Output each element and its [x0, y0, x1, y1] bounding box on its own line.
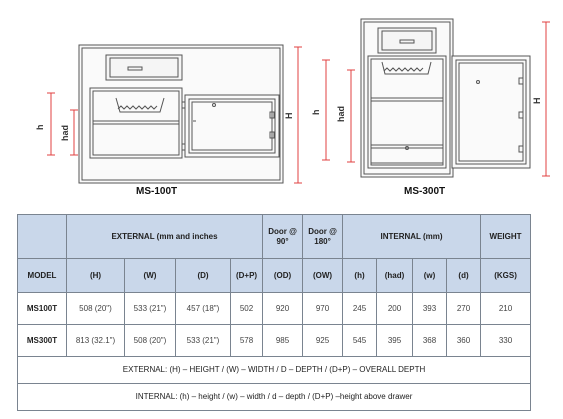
col-header: (had)	[377, 259, 413, 293]
table-cell: 395	[377, 325, 413, 357]
table-cell: 210	[481, 293, 531, 325]
col-header: (OW)	[303, 259, 343, 293]
col-header: MODEL	[18, 259, 67, 293]
ms100-caption: MS-100T	[136, 186, 178, 197]
note-row-internal	[18, 384, 531, 411]
header-external: EXTERNAL (mm and inches	[67, 215, 263, 259]
model-cell: MS100T	[18, 293, 67, 325]
ms300-dim-had-label: had	[336, 105, 346, 122]
table-cell: 533 (21")	[125, 293, 176, 325]
ms300-diagram	[361, 19, 530, 177]
col-header: (D)	[176, 259, 231, 293]
col-header: (H)	[67, 259, 125, 293]
col-header: (w)	[413, 259, 447, 293]
table-cell: 393	[413, 293, 447, 325]
table-cell: 502	[231, 293, 263, 325]
table-cell: 457 (18")	[176, 293, 231, 325]
table-cell: 360	[447, 325, 481, 357]
table-cell: 270	[447, 293, 481, 325]
table-cell: 508 (20")	[125, 325, 176, 357]
header-door-90: Door @ 90°	[263, 215, 303, 259]
ms300-dim-H-label: H	[532, 97, 542, 104]
header-door-180: Door @ 180°	[303, 215, 343, 259]
table-cell: 368	[413, 325, 447, 357]
col-header: (h)	[343, 259, 377, 293]
table-cell: 813 (32.1")	[67, 325, 125, 357]
col-header: (KGS)	[481, 259, 531, 293]
table-cell: 245	[343, 293, 377, 325]
table-row	[18, 325, 531, 357]
header-weight: WEIGHT	[481, 215, 531, 259]
col-header: (D+P)	[231, 259, 263, 293]
table-cell: 508 (20")	[67, 293, 125, 325]
header-blank	[18, 215, 67, 259]
header-internal: INTERNAL (mm)	[343, 215, 481, 259]
table-row	[18, 293, 531, 325]
note-external: EXTERNAL: (H) – HEIGHT / (W) – WIDTH / D – DEPTH / (D+P) – OVERALL DEPTH	[18, 357, 531, 384]
ms100-dim-h-label: h	[35, 124, 45, 130]
model-cell: MS300T	[18, 325, 67, 357]
table-cell: 545	[343, 325, 377, 357]
ms100-dim-H-label: H	[284, 112, 294, 119]
table-cell: 533 (21")	[176, 325, 231, 357]
table-cell: 330	[481, 325, 531, 357]
note-row-external	[18, 357, 531, 384]
col-header: (W)	[125, 259, 176, 293]
ms300-dim-h-label: h	[311, 109, 321, 115]
ms100-dim-had-label: had	[60, 124, 70, 141]
ms300-caption: MS-300T	[404, 186, 446, 197]
header-row-top	[18, 215, 531, 259]
ms100-diagram	[79, 45, 283, 183]
header-row-cols	[18, 259, 531, 293]
note-internal: INTERNAL: (h) – height / (w) – width / d – depth / (D+P) –height above drawer	[18, 384, 531, 411]
table-cell: 925	[303, 325, 343, 357]
specs-table	[17, 214, 531, 411]
table-cell: 578	[231, 325, 263, 357]
table-cell: 920	[263, 293, 303, 325]
table-cell: 985	[263, 325, 303, 357]
table-cell: 970	[303, 293, 343, 325]
col-header: (d)	[447, 259, 481, 293]
table-cell: 200	[377, 293, 413, 325]
col-header: (OD)	[263, 259, 303, 293]
